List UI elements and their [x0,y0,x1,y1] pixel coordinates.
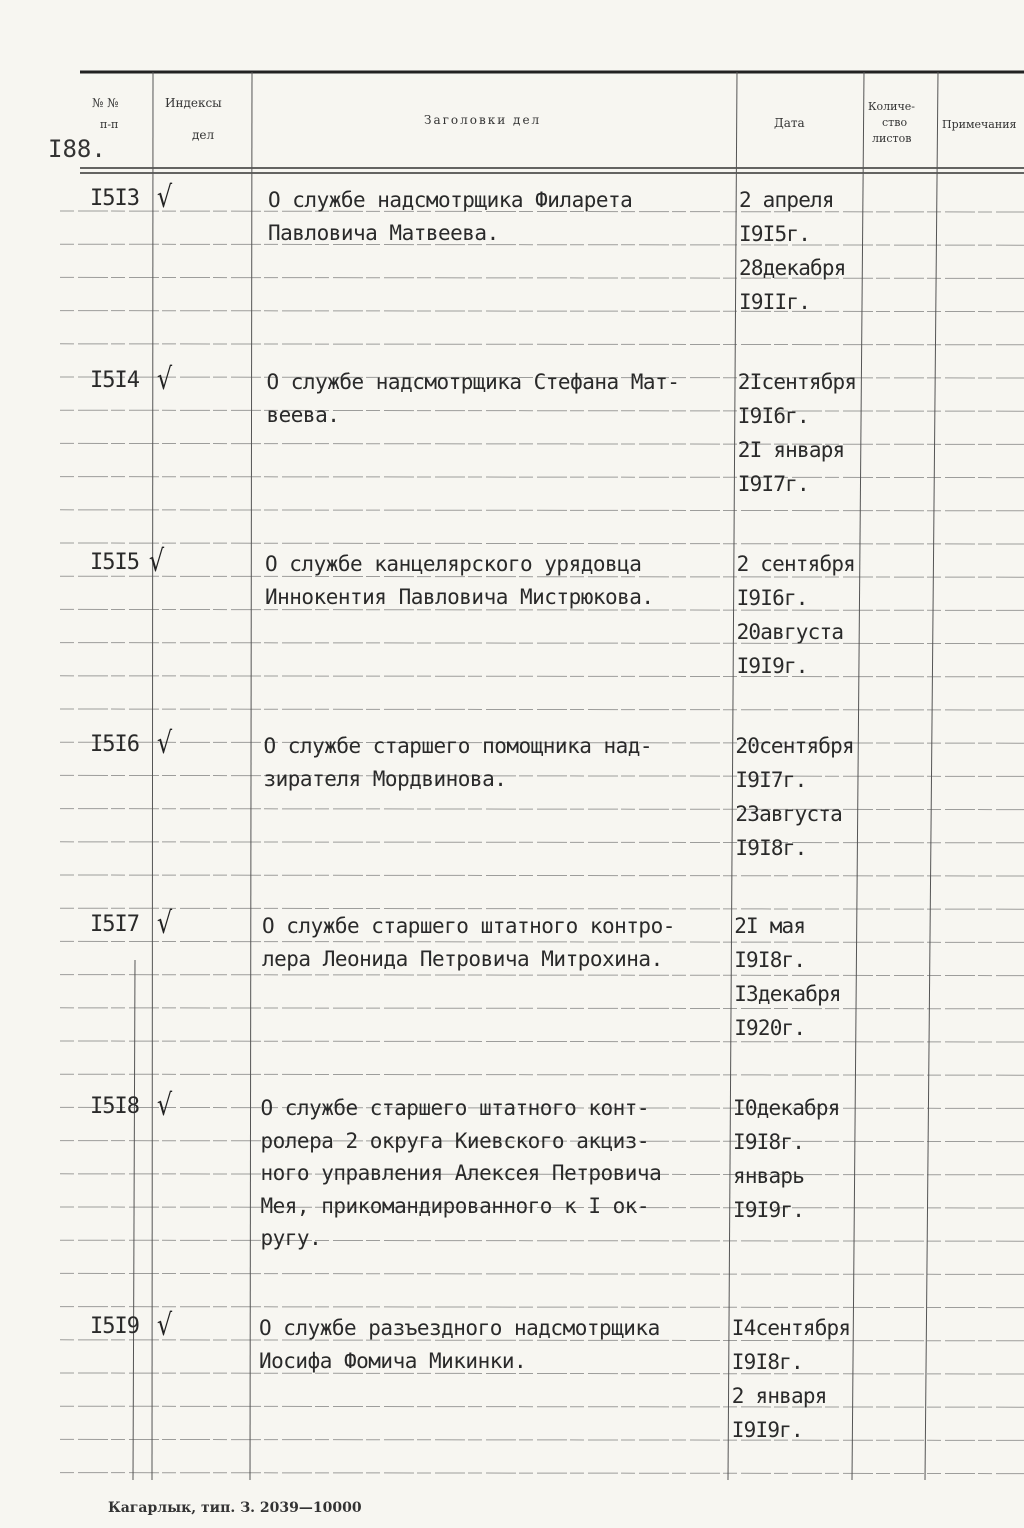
printer-imprint: Кагарлык, тип. З. 2039—10000 [108,1500,362,1516]
record-date-line: I9I7г. [737,472,809,496]
record-date-line: январь [733,1164,805,1188]
record-date-line: I9I8г. [735,836,807,860]
record-date-line: I9I5г. [739,222,811,246]
record-date-line: 2 января [731,1384,827,1408]
record-date-line: 20сентября [735,734,854,758]
record-title-line: О службе надсмотрщика Стефана Мат- [266,370,680,394]
record-number: I5I4 [90,368,139,393]
record-title-line: О службе старшего помощника над- [263,734,653,758]
record-title-line: лера Леонида Петровича Митрохина. [262,946,663,971]
index-checkmark: √ [148,544,165,579]
record-title-line: О службе старшего штатного конт- [260,1096,650,1120]
header-count-1: Количе- [868,100,915,113]
record-date-line: I9I8г. [734,948,806,972]
record-date-line: 2Iсентября [737,370,857,394]
record-number: I5I6 [90,732,139,757]
record-date-line: I920г. [734,1016,806,1040]
record-date-line: I9I9г. [731,1418,803,1442]
header-title: Заголовки дел [424,113,542,127]
record-title-line: О службе старшего штатного контро- [262,914,675,938]
index-checkmark: √ [156,906,173,941]
index-checkmark: √ [156,362,173,397]
record-title-line: веева. [266,402,340,427]
record-date-line: I0декабря [733,1096,840,1120]
index-checkmark: √ [156,180,173,215]
index-checkmark: √ [156,1308,173,1343]
record-date-line: 2 сентября [736,552,856,576]
record-date-line: 23августа [735,802,842,826]
record-date-line: I9I8г. [731,1350,803,1374]
record-number: I5I9 [90,1314,139,1339]
record-title-line: О службе канцелярского урядовца [265,552,642,576]
record-title-line: ругу. [260,1226,322,1250]
header-index-sub: дел [192,128,215,142]
record-number: I5I8 [90,1094,139,1119]
index-checkmark: √ [156,726,173,761]
index-checkmark: √ [156,1088,173,1123]
record-date-line: I3декабря [734,982,841,1006]
header-index: Индексы [165,96,222,110]
record-title-line: О службе разъездного надсмотрщика [259,1316,660,1340]
record-date-line: I9I7г. [735,768,807,792]
header-number-sub: п-п [100,118,119,131]
record-date-line: I9IIг. [739,290,811,314]
record-title-line: О службе надсмотрщика Филарета [268,188,633,212]
record-date-line: I9I9г. [736,654,808,678]
page-number: I88. [48,135,106,163]
record-title-line: Иннокентия Павловича Мистрюкова. [265,584,654,609]
record-date-line: I9I8г. [733,1130,805,1154]
header-notes: Примечания [942,118,1017,131]
record-title-line: ного управления Алексея Петровича [260,1161,662,1185]
record-date-line: 2I января [737,438,845,462]
record-date-line: I9I9г. [733,1198,805,1222]
record-title-line: зирателя Мордвинова. [263,766,507,791]
record-number: I5I5 [90,550,139,575]
record-date-line: I9I6г. [736,586,808,610]
record-date-line: 20августа [736,620,844,644]
record-title-line: Иосифа Фомича Микинки. [259,1348,527,1373]
header-count-3: листов [872,132,912,145]
record-title-line: Мея, прикомандированного к I ок- [260,1193,650,1218]
record-date-line: I4сентября [731,1316,851,1340]
record-date-line: I9I6г. [737,404,809,428]
header-count-2: ство [882,116,908,129]
record-date-line: 2 апреля [739,188,834,212]
record-date-line: 28декабря [739,256,846,280]
record-date-line: 2I мая [734,914,806,938]
record-number: I5I7 [90,912,139,937]
record-number: I5I3 [90,186,139,211]
header-number: № № [92,96,119,110]
record-title-line: Павловича Матвеева. [268,220,499,245]
header-date: Дата [774,116,805,130]
record-title-line: ролера 2 округа Киевского акциз- [260,1128,650,1153]
